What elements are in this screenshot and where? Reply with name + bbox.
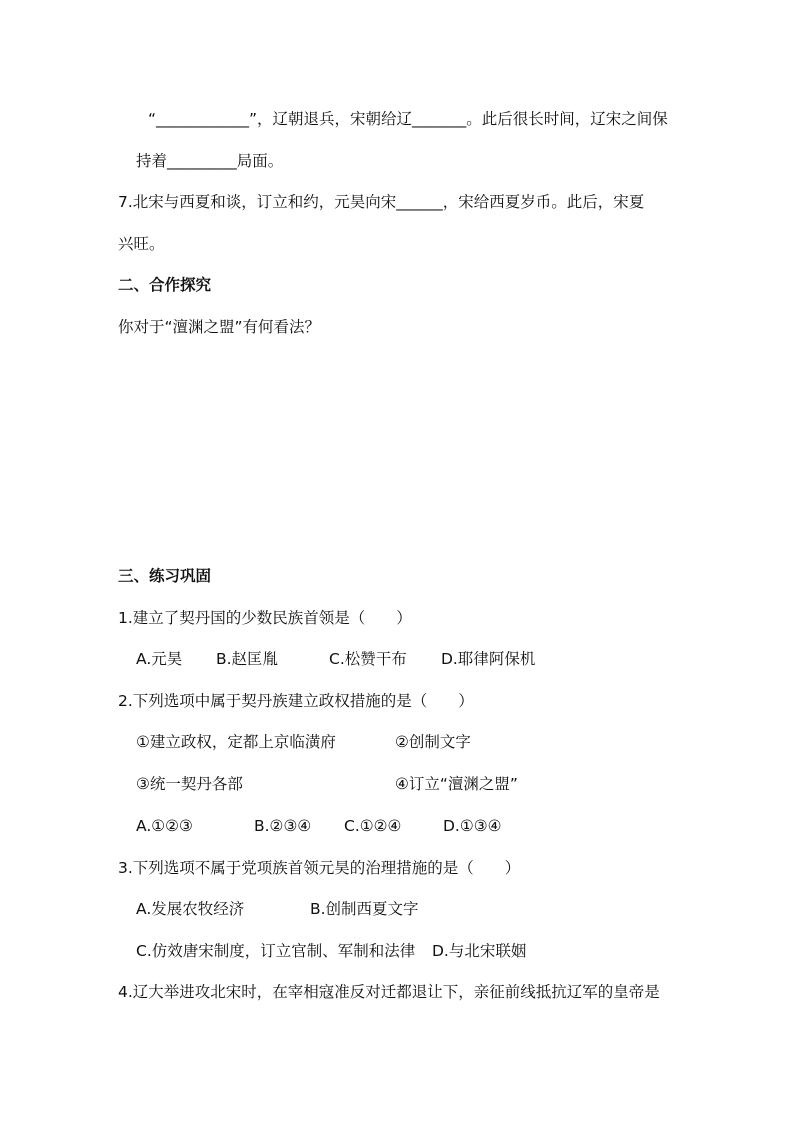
section-3-heading: 三、练习巩固 <box>118 567 212 585</box>
question-1-option-c: C.松赞干布 <box>329 650 407 668</box>
question-7-line-1: 7.北宋与西夏和谈，订立和约，元昊向宋______，宋给西夏岁币。此后，宋夏 <box>118 193 645 211</box>
fill-blank-line-2: 持着_________局面。 <box>136 152 284 170</box>
question-3-stem: 3.下列选项不属于党项族首领元昊的治理措施的是（ ） <box>118 859 521 877</box>
question-2-option-d: D.①③④ <box>443 817 502 835</box>
fill-blank-line-1: “____________”，辽朝退兵，宋朝给辽_______。此后很长时间，辽宋之间保 <box>148 110 668 128</box>
question-2-option-a: A.①②③ <box>136 817 193 835</box>
section-2-heading: 二、合作探究 <box>118 276 212 294</box>
question-1-option-d: D.耶律阿保机 <box>441 650 536 668</box>
question-3-option-c: C.仿效唐宋制度，订立官制、军制和法律 <box>136 942 416 960</box>
question-1-stem: 1.建立了契丹国的少数民族首领是（ ） <box>118 609 412 627</box>
question-1-option-a: A.元昊 <box>136 650 183 668</box>
question-2-item-4: ④订立“澶渊之盟” <box>395 775 518 793</box>
section-2-question: 你对于“澶渊之盟”有何看法？ <box>118 318 321 336</box>
question-2-item-3: ③统一契丹各部 <box>136 775 243 793</box>
question-3-option-d: D.与北宋联姻 <box>432 942 527 960</box>
question-2-option-c: C.①②④ <box>344 817 402 835</box>
question-3-option-b: B.创制西夏文字 <box>310 900 419 918</box>
question-2-option-b: B.②③④ <box>254 817 312 835</box>
question-2-item-2: ②创制文字 <box>395 733 471 751</box>
question-2-stem: 2.下列选项中属于契丹族建立政权措施的是（ ） <box>118 692 474 710</box>
question-7-line-2: 兴旺。 <box>118 235 165 253</box>
question-4-stem: 4.辽大举进攻北宋时，在宰相寇准反对迁都退让下，亲征前线抵抗辽军的皇帝是 <box>118 983 660 1001</box>
question-3-option-a: A.发展农牧经济 <box>136 900 245 918</box>
question-1-option-b: B.赵匡胤 <box>216 650 279 668</box>
question-2-item-1: ①建立政权，定都上京临潢府 <box>136 733 336 751</box>
